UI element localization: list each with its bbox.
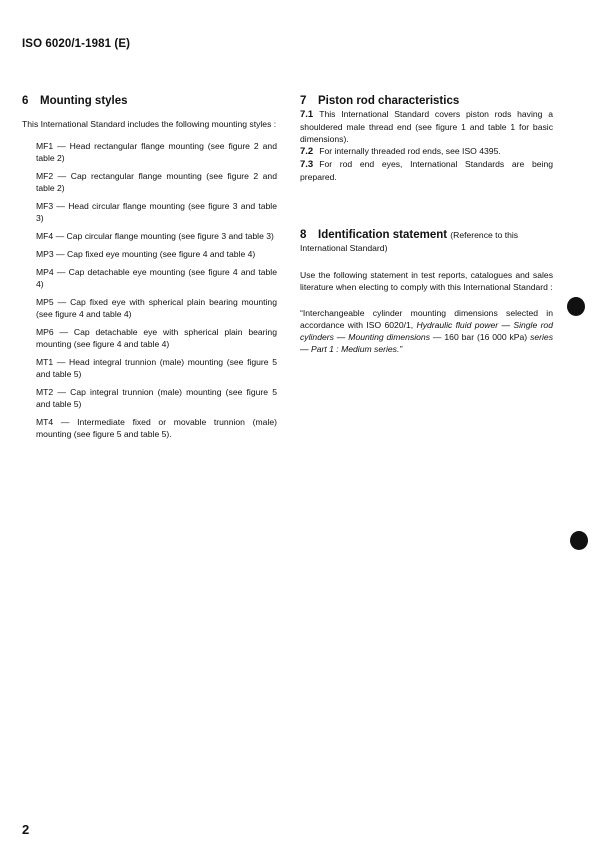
- mounting-styles-list: [22, 140, 277, 440]
- section-6-title: Mounting styles: [40, 95, 128, 107]
- section-8-reference: (Reference to this International Standard): [300, 230, 519, 253]
- list-item: MF4 — Cap circular flange mounting (see figure 3 and table 3): [36, 231, 274, 241]
- list-item: MP3 — Cap fixed eye mounting (see figure 4 and table 4): [36, 249, 256, 259]
- clause-7-3: [300, 158, 553, 183]
- punch-hole-mark: [570, 531, 588, 550]
- section-7: [300, 94, 553, 183]
- page-number: 2: [22, 822, 30, 837]
- section-8-number: 8: [300, 229, 307, 241]
- list-item: MF3 — Head circular flange mounting (see figure 3 and table 3): [36, 201, 277, 223]
- list-item: MT1 — Head integral trunnion (male) mounting (see figure 5 and table 5): [36, 357, 277, 379]
- identification-statement-quote: [300, 307, 553, 355]
- section-6-intro: This International Standard includes the following mounting styles :: [22, 119, 277, 129]
- clause-7-1-text: This International Standard covers piston rods having a shouldered male thread end (see figure 1 and table 1 for basic dimensions).: [300, 109, 553, 144]
- quote-pressure: — 160 bar (16 000 kPa): [432, 332, 528, 342]
- list-item: MF1 — Head rectangular flange mounting (see figure 2 and table 2): [36, 141, 277, 163]
- quote-title: Hydraulic fluid power — Single rod cylinders — Mounting dimensions: [300, 320, 553, 342]
- section-6-heading: [22, 94, 277, 108]
- quote-series: series — Part 1 : Medium series.”: [300, 332, 554, 354]
- quote-start: “Interchangeable cylinder mounting dimensions selected in accordance with ISO 6020/1,: [300, 308, 553, 330]
- clause-7-1-number: 7.1: [300, 109, 314, 120]
- list-item: MT2 — Cap integral trunnion (male) mounting (see figure 5 and table 5): [36, 387, 277, 409]
- list-item: MP6 — Cap detachable eye with spherical plain bearing mounting (see figure 4 and table 4): [36, 327, 277, 349]
- section-7-heading: [300, 94, 553, 108]
- clause-7-2-text: For internally threaded rod ends, see ISO 4395.: [319, 146, 501, 156]
- clause-7-2: [300, 145, 553, 158]
- section-8-title: Identification statement: [318, 229, 448, 241]
- left-column: [22, 94, 277, 446]
- list-item: MP5 — Cap fixed eye with spherical plain bearing mounting (see figure 4 and table 4): [36, 297, 277, 319]
- section-8-heading: [300, 229, 553, 255]
- clause-7-1: [300, 108, 553, 145]
- section-7-title: Piston rod characteristics: [318, 95, 460, 107]
- section-7-number: 7: [300, 95, 307, 107]
- list-item: MF2 — Cap rectangular flange mounting (see figure 2 and table 2): [36, 171, 277, 193]
- list-item: MT4 — Intermediate fixed or movable trunnion (male) mounting (see figure 5 and table 5).: [36, 417, 277, 439]
- right-column: [300, 94, 553, 355]
- clause-7-2-number: 7.2: [300, 146, 314, 157]
- clause-7-3-text: For rod end eyes, International Standards are being prepared.: [300, 159, 553, 182]
- punch-hole-mark: [567, 297, 585, 316]
- section-8: [300, 229, 553, 355]
- clause-7-3-number: 7.3: [300, 159, 314, 170]
- document-id: ISO 6020/1-1981 (E): [22, 38, 131, 50]
- section-6-number: 6: [22, 95, 29, 107]
- section-8-use-text: Use the following statement in test reports, catalogues and sales literature when electing to comply with this International Standard :: [300, 270, 553, 292]
- list-item: MP4 — Cap detachable eye mounting (see figure 4 and table 4): [36, 267, 277, 289]
